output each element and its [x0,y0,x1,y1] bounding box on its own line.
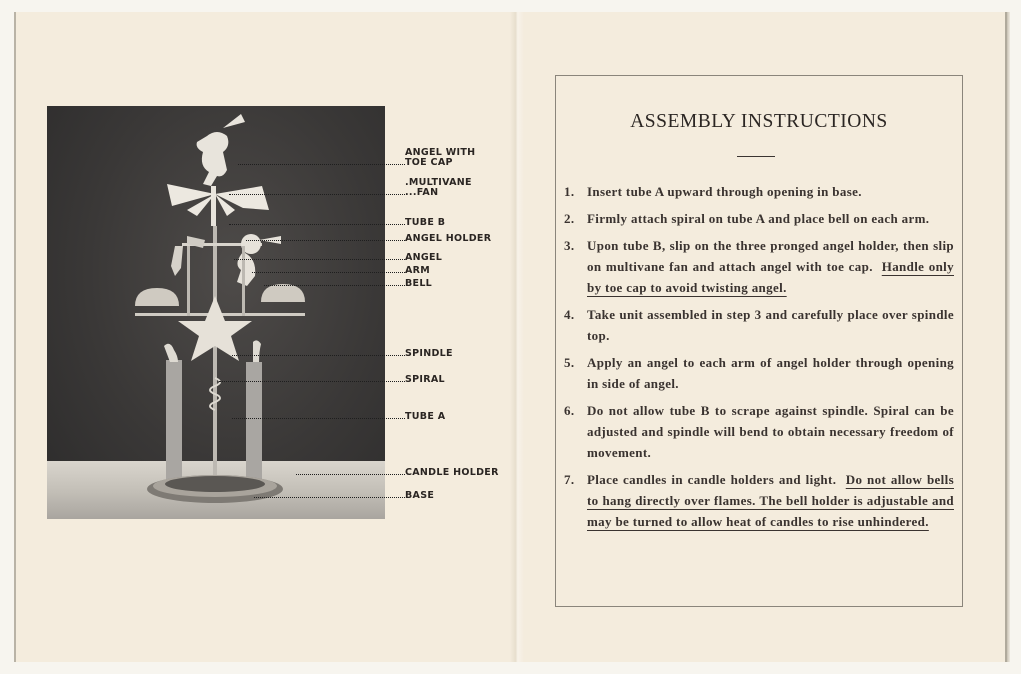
leader-angel-with-toe-cap [238,164,405,165]
instructions-list [564,181,954,538]
angel-chimes-photo [47,106,385,519]
label-angel: ANGEL [405,252,443,263]
label-multivane-fan: .MULTIVANE ...FAN [405,177,472,198]
instruction-step-4: 4. Take unit assembled in step 3 and carefully place over spindle top. [564,307,954,343]
instruction-step-1: 1. Insert tube A upward through opening in base. [564,184,862,199]
leader-spindle [232,355,405,356]
leader-angel-holder [246,240,405,241]
warning-bells-over-flames: Do not allow bells to hang directly over flames. The bell holder is adjustable and may be turned to allow heat of candles to rise unhindered. [587,472,954,529]
label-tube-a: TUBE A [405,411,446,422]
label-candle-holder: CANDLE HOLDER [405,467,499,478]
label-spindle: SPINDLE [405,348,453,359]
instruction-step-6: 6. Do not allow tube B to scrape against spindle. Spiral can be adjusted and spindle will bend to obtain necessary freedom of movement. [564,403,954,460]
booklet-spread [14,12,1007,662]
label-angel-holder: ANGEL HOLDER [405,233,492,244]
label-arm: ARM [405,265,431,276]
leader-tube-b [229,224,405,225]
leader-multivane-fan [229,194,405,195]
leader-angel [234,259,405,260]
leader-base [254,497,405,498]
label-tube-b: TUBE B [405,217,446,228]
leader-arm [252,272,405,273]
instruction-step-7: 7. Place candles in candle holders and light. Do not allow bells to hang directly over flames. The bell holder is adjustable and may be turned to allow heat of candles to rise unhindered. [564,472,954,529]
leader-bell [264,285,405,286]
instruction-step-3: 3. Upon tube B, slip on the three pronged angel holder, then slip on multivane fan and attach angel with toe cap. Handle only by toe cap to avoid twisting angel. [564,238,954,295]
instruction-step-5: 5. Apply an angel to each arm of angel holder through opening in side of angel. [564,355,954,391]
label-spiral: SPIRAL [405,374,445,385]
leader-candle-holder [296,474,405,475]
leader-spiral [219,381,405,382]
page-title: ASSEMBLY INSTRUCTIONS [630,111,888,132]
label-base: BASE [405,490,435,501]
label-angel-with-toe-cap: ANGEL WITH TOE CAP [405,147,476,168]
instructions-box [555,75,963,607]
angel-chimes-illustration [47,106,385,519]
instruction-step-2: 2. Firmly attach spiral on tube A and place bell on each arm. [564,211,930,226]
warning-handle-toe-cap: Handle only by toe cap to avoid twisting angel. [587,259,954,295]
leader-tube-a [232,418,405,419]
center-fold [510,12,524,662]
label-bell: BELL [405,278,433,289]
title-divider [737,156,775,157]
